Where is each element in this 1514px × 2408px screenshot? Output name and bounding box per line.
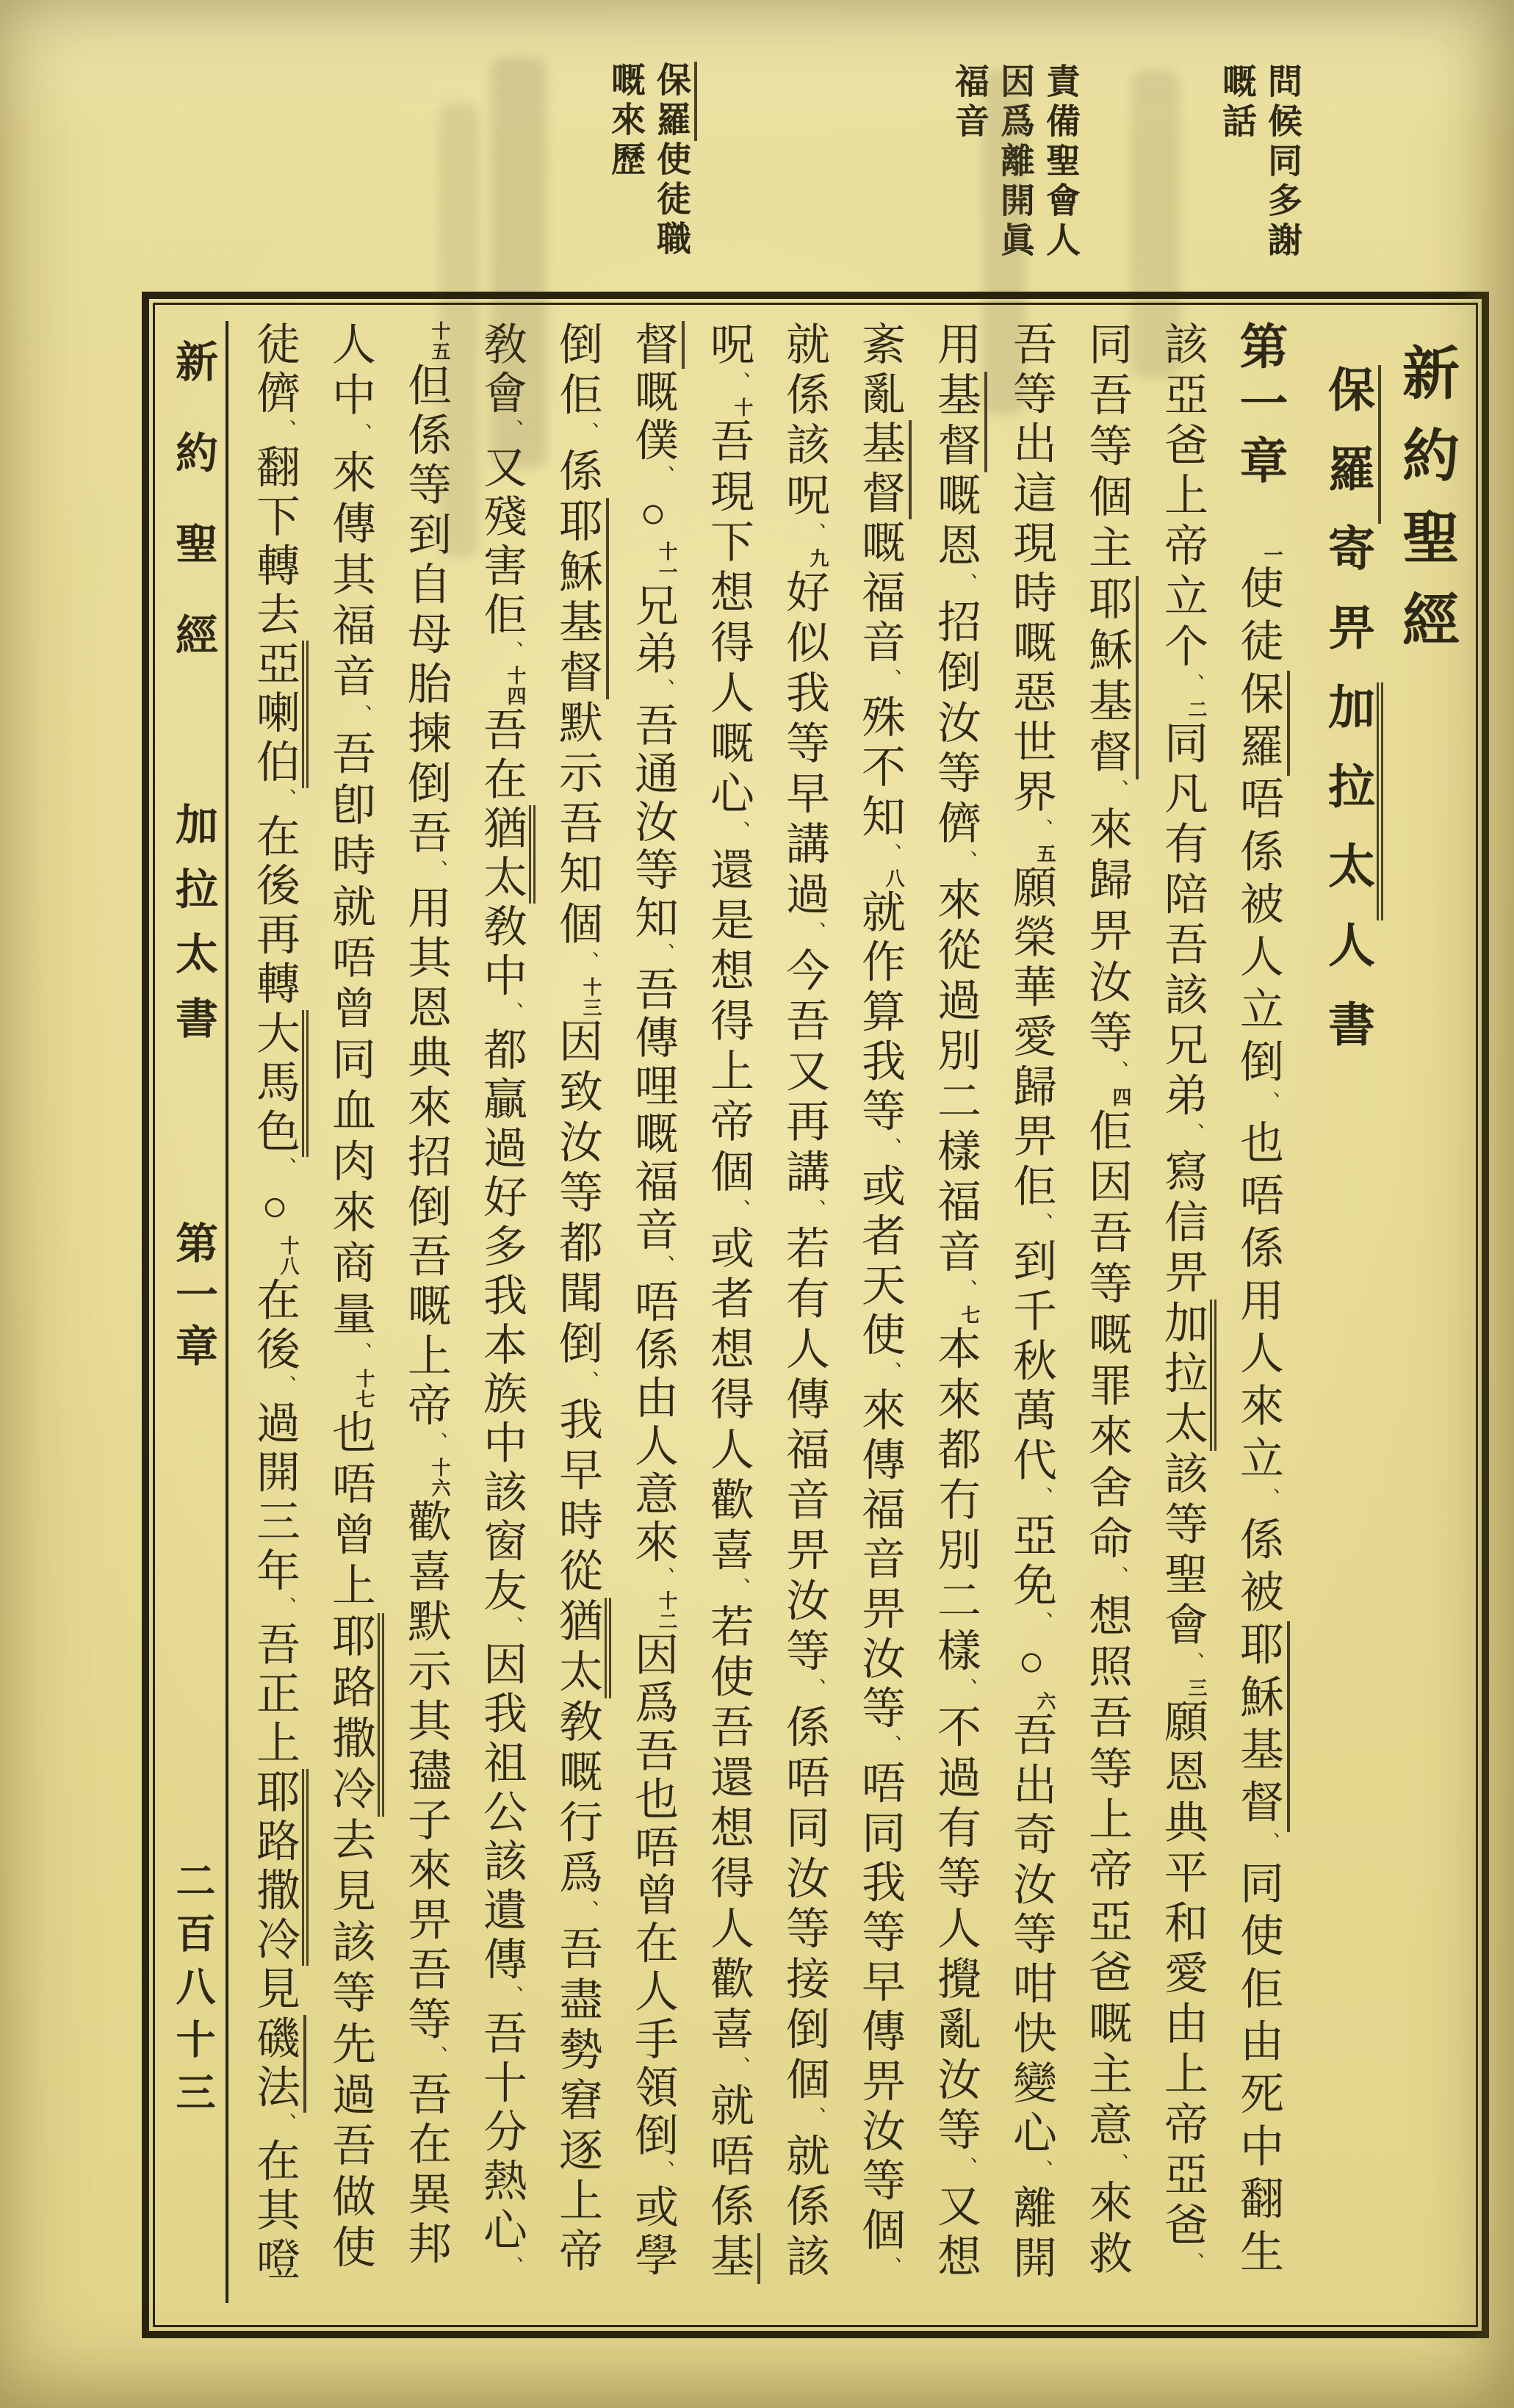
running-head-subcolumn: 福音 [950,63,988,143]
ideographic-comma: 、 [728,1199,750,1225]
verse-number: 二 [1186,699,1207,720]
ideographic-comma: 、 [1031,1212,1053,1239]
verse-number: 十三 [580,977,602,1018]
ideographic-comma: 、 [1106,1565,1128,1593]
running-head-subcolumn: 因爲離開眞 [995,63,1034,262]
ideographic-comma: 、 [728,371,750,397]
scripture-column-7: 就係該呪$^{、九}$好似我等早講過、今吾又再講、若有人傳福音畀汝等、係唔同汝等接倒個、就係該 [780,321,829,2284]
ideographic-comma: 、 [955,1678,977,1704]
ideographic-comma: 、 [804,2106,826,2133]
ideographic-comma: 、 [955,2157,977,2183]
page-frame-inner-rule [153,303,1478,2327]
ideographic-comma: 、 [879,1361,901,1388]
gutter-divider-rule [226,321,228,2303]
gutter-chapter-label: 第一章 [169,1221,217,1375]
epistle-title-column: 保羅寄畀加拉太人書 [1310,321,1385,2303]
person-name: 基督 [856,420,912,519]
running-head-subcolumn: 責備聖會人 [1041,63,1079,262]
ideographic-comma: 、 [652,465,674,489]
place-name: 猶太 [477,805,536,904]
verse-number: 九 [807,548,829,569]
gutter-page-number: 二百八十三 [170,1860,215,2124]
person-name: 督 [629,321,685,369]
ideographic-comma: 、 [274,419,296,444]
ideographic-comma: 、 [577,422,599,448]
scripture-column-14: 徒儕、翻下轉去亞喇伯、在後再轉大馬色、○$^{十八}$在後、過開三年、吾正上耶路撒冷見磯法、在其噔 [250,321,326,2303]
ideographic-comma: 、 [1182,1122,1204,1149]
person-name: 基督 [931,372,987,472]
ideographic-comma: 、 [1106,2152,1128,2180]
ideographic-comma: 、 [1182,673,1204,699]
place-name: 猶太 [553,1598,611,1698]
verse-number: 六 [1034,1691,1056,1712]
verse-number: 十六 [429,1457,450,1499]
verse-number: 十四 [505,666,526,707]
verse-number: 三 [1186,1678,1207,1698]
ideographic-comma: 、 [879,843,901,869]
ideographic-comma: 、 [955,572,977,599]
ideographic-comma: 、 [1182,2252,1204,2278]
place-name: 加拉太 [1158,1299,1216,1451]
ideographic-comma: 、 [1031,818,1053,844]
scripture-column-2: 該亞爸上帝立个$^{、二}$同凡有陪吾該兄弟、寫信畀加拉太該等聖會$^{、三}$願恩典平和愛由上帝亞爸、 [1158,321,1234,2303]
verse-number: 十八 [278,1236,299,1277]
place-name: 耶路撒冷 [250,1769,309,1966]
running-head-paul-apostleship [602,62,693,260]
gutter-book-title: 新約聖經 [169,339,217,704]
ideographic-comma: 、 [1106,779,1128,807]
ideographic-comma: 、 [501,2256,523,2282]
ideographic-comma: 、 [425,2045,447,2072]
ideographic-comma: 、 [350,704,372,731]
ideographic-comma: 、 [728,821,750,847]
running-head-subcolumn: 嘅話 [1217,63,1255,143]
ideographic-comma: 、 [425,859,447,885]
scripture-column-4: 吾等出這現時嘅惡世界$^{、五}$願榮華愛歸畀佢、到千秋萬代、亞免、○$^六$吾出奇汝等咁快變心、離開 [1007,321,1056,2285]
ideographic-comma: 、 [652,1255,674,1279]
ideographic-comma: 、 [501,1616,523,1642]
ideographic-comma: 、 [350,1341,372,1369]
running-head-subcolumn: 嘅來歷 [606,62,644,181]
ideographic-comma: 、 [501,419,523,444]
place-name: 大馬色 [250,1010,309,1158]
scripture-column-5: 用基督嘅恩、招倒汝等儕、來從過別二樣福音$^{、七}$本來都冇別二樣、不過有等人攪亂汝等、又想 [931,321,1007,2303]
ideographic-comma: 、 [1031,1611,1053,1637]
ideographic-comma: 、 [274,1157,296,1183]
verse-number: 十五 [429,321,450,362]
ideographic-comma: 、 [274,788,296,813]
ideographic-comma: 、 [804,522,826,549]
place-name: 加拉太 [1322,682,1383,920]
ideographic-comma: 、 [501,641,523,666]
ideographic-comma: 、 [1258,1091,1280,1120]
ideographic-comma: 、 [1258,1831,1280,1861]
scripture-column-8: 呪$^{、十}$吾現下想得人嘅心、還是想得上帝個、或者想得人歡喜、若使吾還想得人歡喜、就唔係基 [704,321,780,2303]
ideographic-comma: 、 [652,678,674,703]
ideographic-comma: 、 [501,1001,523,1027]
ideographic-comma: 、 [879,2256,901,2282]
ideographic-comma: 、 [804,1678,826,1704]
person-name: 保羅 [1234,671,1290,776]
verse-number: 一 [1261,544,1283,566]
scripture-column-11: 敎會、又殘害佢$^{、十四}$吾在猶太敎中、都贏過好多我本族中該窗友、因我祖公該遺傳、吾十分熱心、 [477,321,553,2303]
ideographic-comma: 、 [804,921,826,948]
ideographic-comma: 、 [274,2113,296,2138]
ideographic-comma: 、 [350,422,372,450]
scripture-column-6: 紊亂基督嘅福音、殊不知$^{、八}$就作算我等、或者天使、來傳福音畀汝等、唔同我等早傳畀汝等個、 [856,321,931,2303]
ideographic-comma: 、 [1031,2159,1053,2185]
person-name: 磯法 [250,2015,306,2113]
ideographic-comma: 、 [879,1137,901,1163]
verse-number: 八 [883,868,904,890]
person-name: 保羅 [652,62,697,141]
person-name: 耶穌基督 [1083,576,1139,779]
running-head-subcolumn: 保羅使徒職 [648,62,693,260]
verse-number: 四 [1110,1087,1131,1108]
ideographic-comma: 、 [501,1985,523,2011]
person-name: 基 [704,2233,760,2284]
ideographic-comma: 、 [1031,1486,1053,1513]
ideographic-comma: 、 [274,1596,296,1622]
running-head-subcolumn: 問候同多謝 [1263,63,1301,262]
gutter-volume-title: 加拉太書 [169,802,217,1061]
verse-number: 五 [1034,843,1056,865]
book-title-column: 新約聖經 [1394,343,1458,672]
scripture-column-10: 倒佢、係耶穌基督默示吾知個$^{、十三}$因致汝等都聞倒、我早時從猶太敎嘅行爲、吾盡勢窘逐上帝 [553,321,629,2303]
chapter-heading: 第一章 [1232,321,1286,492]
person-name: 耶穌基督 [1234,1621,1290,1831]
ideographic-comma: 、 [879,1734,901,1760]
ideographic-comma: 、 [1182,1651,1204,1678]
gutter-column [162,321,223,2303]
ideographic-comma: 、 [728,1577,750,1604]
scripture-column-9: 督嘅僕、○$^{十一}$兄弟、吾通汝等知、吾傳哩嘅福音、唔係由人意來$^{、十二}$因爲吾也唔曾在人手領倒、或學 [629,321,704,2303]
ideographic-comma: 、 [577,1370,599,1396]
ideographic-comma: 、 [804,1199,826,1225]
ideographic-comma: 、 [577,951,599,977]
verse-number: 十 [732,397,753,418]
ideographic-comma: 、 [879,668,901,694]
ideographic-comma: 、 [728,2056,750,2083]
scripture-column-3: 同吾等個主耶穌基督、來歸畀汝等$^{、四}$佢因吾等嘅罪來舍命、想照吾等上帝亞爸嘅主意、來救 [1083,321,1158,2303]
ideographic-comma: 、 [577,1900,599,1926]
ideographic-comma: 、 [652,1566,674,1591]
verse-number: 十一 [656,541,677,583]
verse-number: 十七 [353,1368,375,1410]
ideographic-comma: 、 [652,942,674,967]
person-name: 耶穌基督 [553,498,609,699]
scripture-column-12: $^{十五}$但係等到自母胎揀倒吾、用其恩典來招倒吾嘅上帝$^{、十六}$歡喜默示其孻子來畀吾等、吾在異邦 [402,321,450,2271]
ideographic-comma: 、 [955,850,977,876]
ideographic-comma: 、 [425,1432,447,1458]
verse-number: 十二 [656,1590,677,1632]
place-name: 耶路撒冷 [326,1613,384,1817]
ideographic-comma: 、 [1106,1060,1128,1087]
text-block [161,321,1467,2303]
ideographic-comma: 、 [652,2160,674,2185]
page-frame [142,292,1489,2338]
scripture-column-1: 第一章 $^一$使徒保羅唔係被人立倒、也唔係用人來立、係被耶穌基督、同使佢由死中翻生 [1234,321,1310,2303]
verse-number: 七 [959,1305,980,1326]
ideographic-comma: 、 [274,1374,296,1400]
ideographic-comma: 、 [1258,1488,1280,1517]
person-name: 保羅 [1322,365,1381,524]
place-name: 亞喇伯 [250,641,309,788]
ideographic-comma: 、 [955,1279,977,1305]
running-head-greeting [1214,63,1305,262]
scripture-column-13: 人中、來傳其福音、吾卽時就唔曾同血肉來商量$^{、十七}$也唔曾上耶路撒冷去見該等先過吾做使 [326,321,402,2303]
